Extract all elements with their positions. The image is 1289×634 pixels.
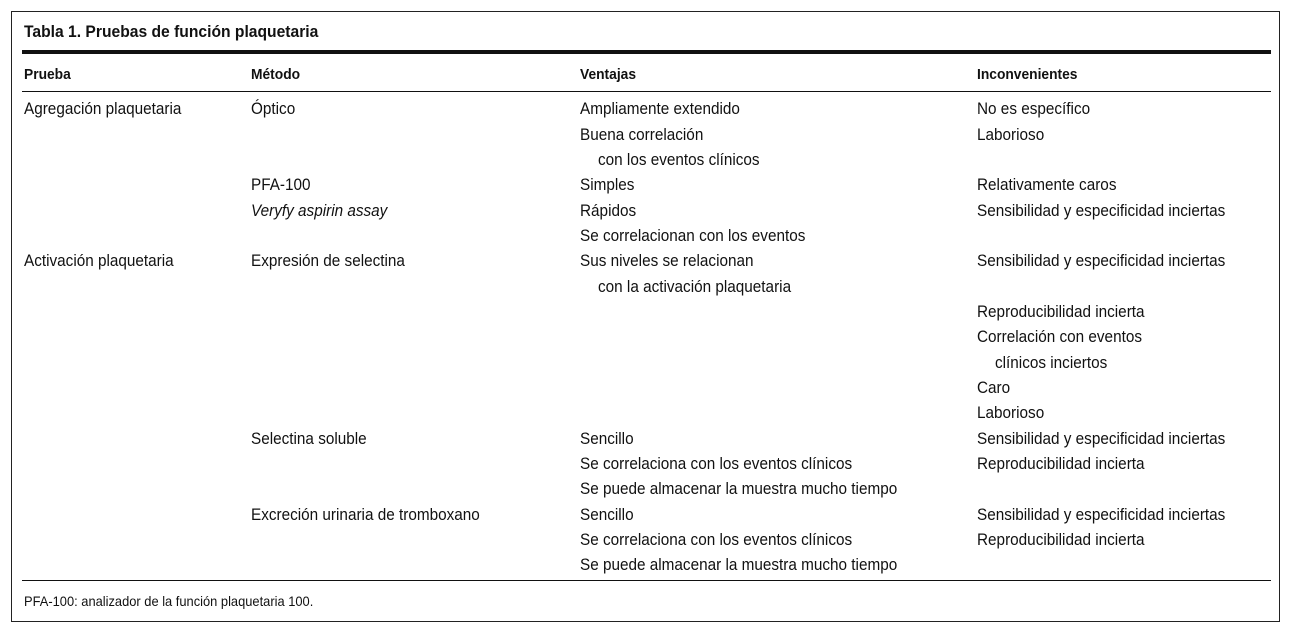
cell-metodo: Óptico: [251, 99, 296, 118]
cell-inconveniente: No es específico: [977, 99, 1091, 118]
header-metodo: Método: [251, 66, 301, 83]
cell-inconveniente: Relativamente caros: [977, 175, 1117, 194]
cell-metodo: Expresión de selectina: [251, 251, 405, 270]
cell-inconveniente: Laborioso: [977, 403, 1045, 422]
cell-inconveniente: Caro: [977, 378, 1011, 397]
cell-inconveniente: Sensibilidad y especificidad inciertas: [977, 251, 1226, 270]
header-rule: [22, 91, 1271, 92]
cell-ventaja: Se puede almacenar la muestra mucho tiempo: [580, 555, 898, 574]
cell-inconveniente: Sensibilidad y especificidad inciertas: [977, 201, 1226, 220]
cell-metodo: Selectina soluble: [251, 429, 367, 448]
cell-inconveniente: Sensibilidad y especificidad inciertas: [977, 429, 1226, 448]
cell-metodo: PFA-100: [251, 175, 311, 194]
cell-inconveniente: clínicos inciertos: [995, 353, 1108, 372]
cell-inconveniente: Reproducibilidad incierta: [977, 302, 1145, 321]
cell-prueba: Activación plaquetaria: [24, 251, 174, 270]
cell-prueba: Agregación plaquetaria: [24, 99, 182, 118]
cell-ventaja: Sus niveles se relacionan: [580, 251, 754, 270]
header-prueba: Prueba: [24, 66, 71, 83]
cell-inconveniente: Laborioso: [977, 125, 1045, 144]
cell-ventaja: Se correlaciona con los eventos clínicos: [580, 454, 853, 473]
cell-ventaja: Sencillo: [580, 505, 634, 524]
table-frame: [11, 11, 1280, 622]
header-inconvenientes: Inconvenientes: [977, 66, 1078, 83]
cell-ventaja: Buena correlación: [580, 125, 704, 144]
cell-ventaja: Simples: [580, 175, 635, 194]
cell-metodo: Veryfy aspirin assay: [251, 201, 388, 220]
cell-ventaja: Rápidos: [580, 201, 637, 220]
cell-ventaja: Se puede almacenar la muestra mucho tiempo: [580, 479, 898, 498]
cell-inconveniente: Correlación con eventos: [977, 327, 1142, 346]
table-footnote: PFA-100: analizador de la función plaquetaria 100.: [24, 593, 314, 609]
cell-inconveniente: Reproducibilidad incierta: [977, 530, 1145, 549]
cell-ventaja: Ampliamente extendido: [580, 99, 740, 118]
cell-inconveniente: Reproducibilidad incierta: [977, 454, 1145, 473]
cell-ventaja: Sencillo: [580, 429, 634, 448]
cell-ventaja: con la activación plaquetaria: [598, 277, 792, 296]
footer-rule: [22, 580, 1271, 581]
cell-ventaja: Se correlaciona con los eventos clínicos: [580, 530, 853, 549]
header-ventajas: Ventajas: [580, 66, 637, 83]
cell-ventaja: Se correlacionan con los eventos: [580, 226, 806, 245]
table-title: Tabla 1. Pruebas de función plaquetaria: [24, 22, 319, 41]
cell-metodo: Excreción urinaria de tromboxano: [251, 505, 480, 524]
cell-inconveniente: Sensibilidad y especificidad inciertas: [977, 505, 1226, 524]
cell-ventaja: con los eventos clínicos: [598, 150, 760, 169]
title-rule: [22, 50, 1271, 54]
